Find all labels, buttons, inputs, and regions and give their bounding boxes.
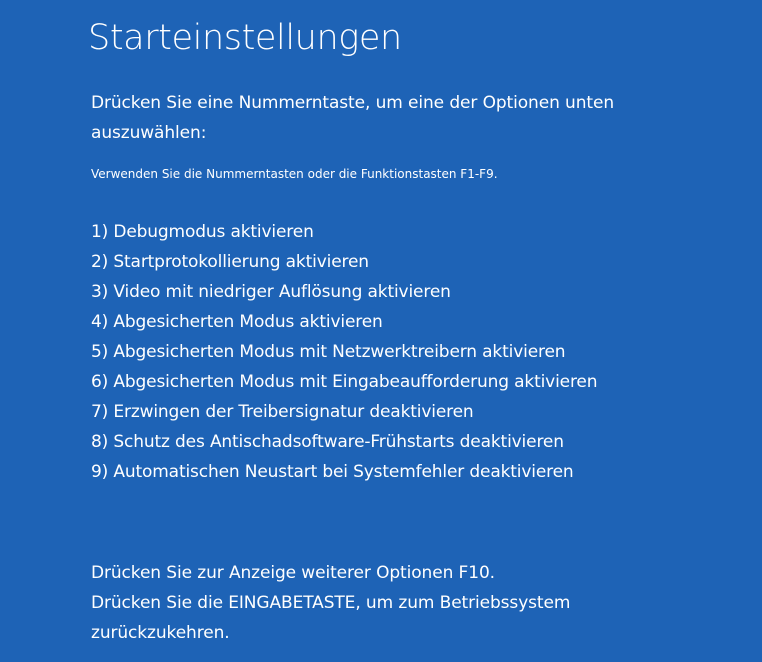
option-disable-auto-restart[interactable]: 9) Automatischen Neustart bei Systemfehler deaktivieren xyxy=(91,462,574,482)
instruction-text: Drücken Sie eine Nummerntaste, um eine der Optionen unten auszuwählen: xyxy=(91,93,615,143)
option-debug-mode[interactable]: 1) Debugmodus aktivieren xyxy=(91,222,314,242)
startup-options-list xyxy=(91,217,597,487)
option-safe-mode-command-prompt[interactable]: 6) Abgesicherten Modus mit Eingabeaufforderung aktivieren xyxy=(91,372,598,392)
key-hint: Verwenden Sie die Nummerntasten oder die Funktionstasten F1-F9. xyxy=(91,167,498,181)
option-boot-logging[interactable]: 2) Startprotokollierung aktivieren xyxy=(91,252,369,272)
option-disable-driver-signature[interactable]: 7) Erzwingen der Treibersignatur deaktivieren xyxy=(91,402,474,422)
page-title: Starteinstellungen xyxy=(88,18,402,58)
option-low-resolution-video[interactable]: 3) Video mit niedriger Auflösung aktivieren xyxy=(91,282,451,302)
option-safe-mode-networking[interactable]: 5) Abgesicherten Modus mit Netzwerktreibern aktivieren xyxy=(91,342,566,362)
footer-instructions xyxy=(91,558,651,648)
option-disable-early-launch-antimalware[interactable]: 8) Schutz des Antischadsoftware-Frühstarts deaktivieren xyxy=(91,432,564,452)
return-to-os-hint: Drücken Sie die EINGABETASTE, um zum Betriebssystem zurückzukehren. xyxy=(91,593,571,643)
more-options-hint: Drücken Sie zur Anzeige weiterer Optionen F10. xyxy=(91,563,495,583)
option-safe-mode[interactable]: 4) Abgesicherten Modus aktivieren xyxy=(91,312,383,332)
